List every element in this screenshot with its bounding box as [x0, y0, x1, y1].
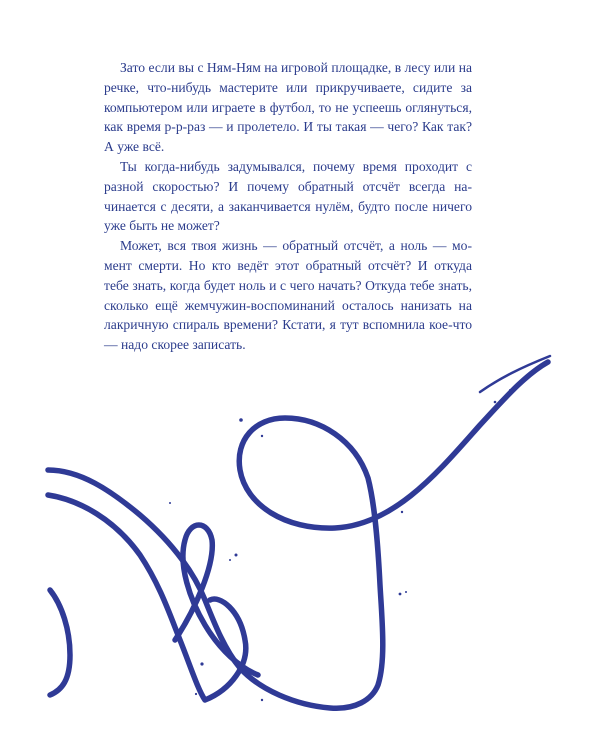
body-text: [104, 58, 472, 355]
ribbon-stroke-loop: [48, 495, 246, 700]
paragraph-3: Может, вся твоя жизнь — обратный отсчёт, а ноль — момент смерти. Но кто ведёт этот обратный отсчёт? И откуда тебе знать, когда будет ноль и с чего начать? Откуда тебе знать, сколько ещё жемчужин-воспоминаний осталось нанизать на лакричную спираль времени? Кстати, я тут вспомнила кое-что — надо скорее записать.: [104, 238, 472, 353]
paragraph-2: Ты когда-нибудь задумывался, почему время проходит с разной скоростью? И почему обратный отсчёт всегда начинается с десяти, а заканчивается нулём, будто после ничего уже быть не может?: [104, 158, 472, 234]
ink-spiral-ribbon-illustration: [0, 340, 600, 750]
ribbon-stroke-left-edge: [50, 590, 70, 695]
paragraph-1: Зато если вы с Ням-Ням на игровой площадке, в лесу или на речке, что-нибудь мастерите или прикручиваете, сидите за компьютером или играете в футбол, то не успеешь оглянуться, как время р-р-раз — и пролетело. И ты такая — чего? Как так? А уже всё.: [104, 60, 472, 155]
